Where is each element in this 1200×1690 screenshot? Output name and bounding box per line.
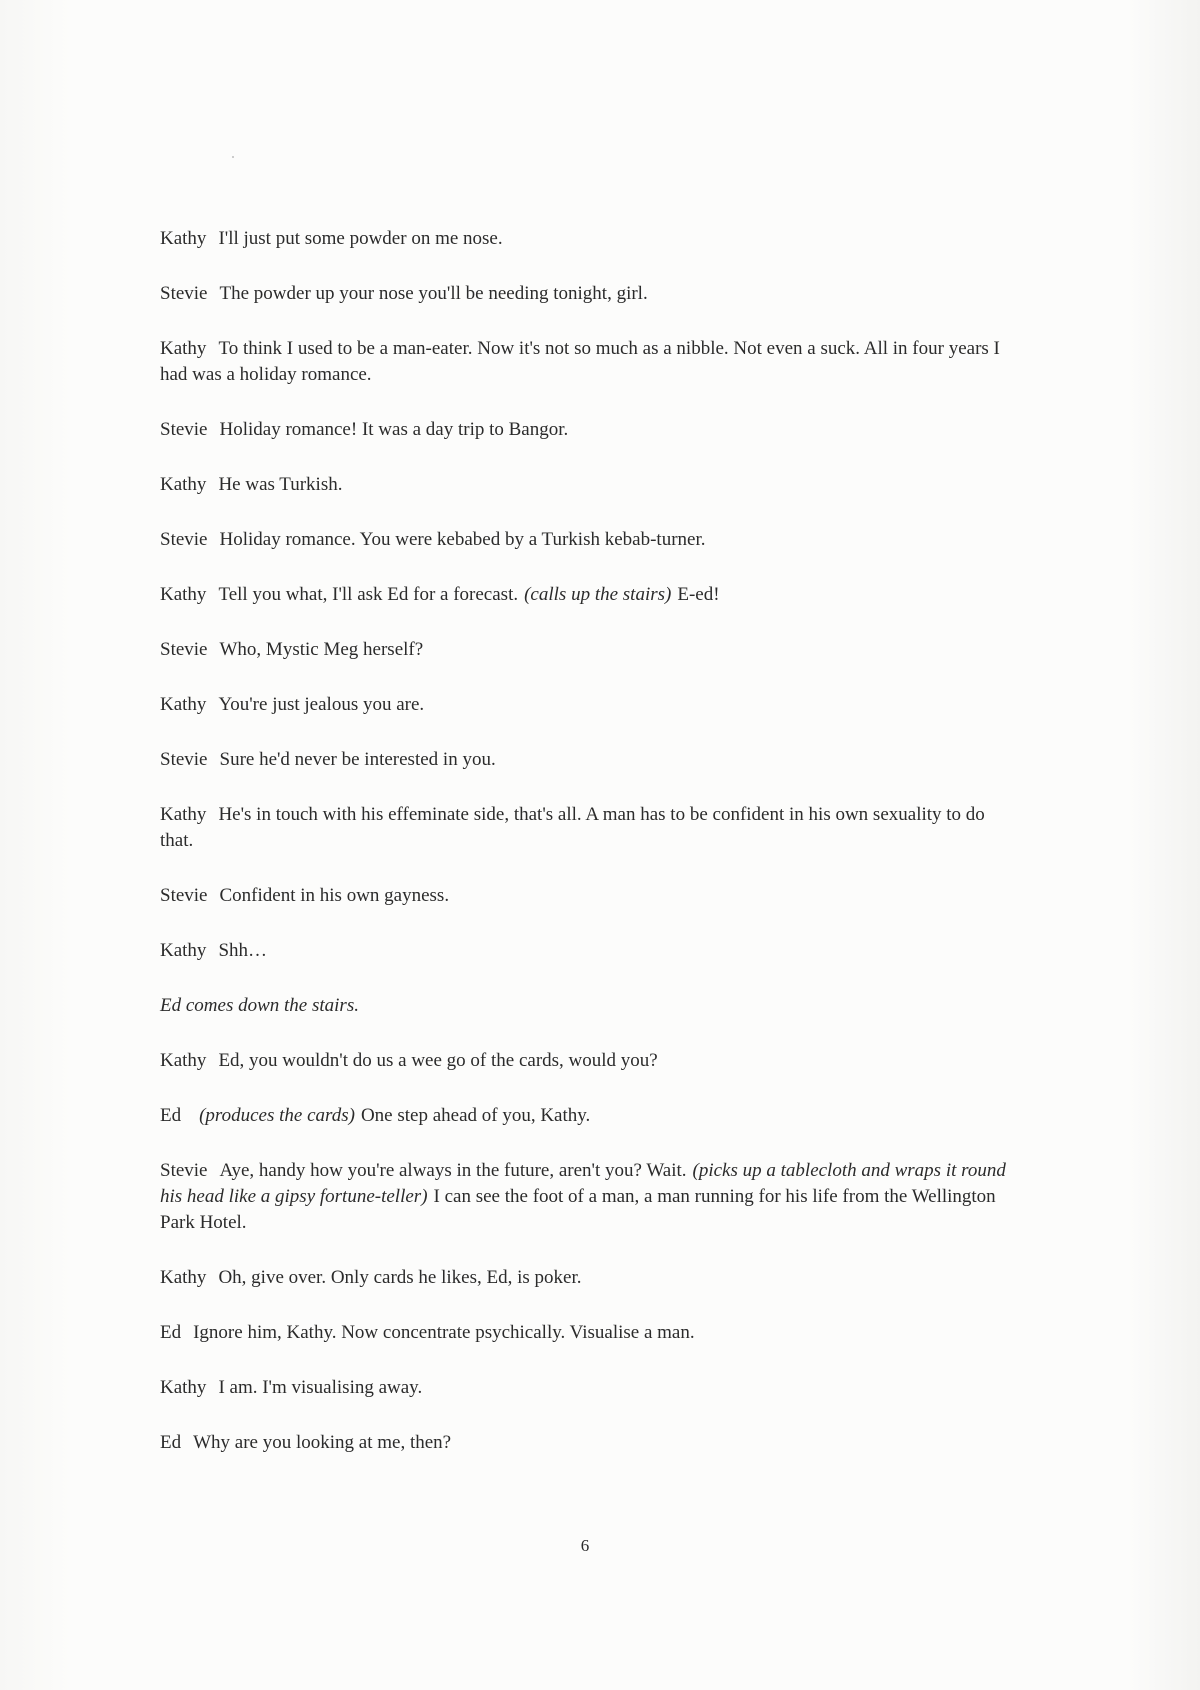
stage-direction: (produces the cards) (199, 1105, 355, 1126)
dialogue-text: Confident in his own gayness. (219, 885, 450, 906)
dialogue-line (160, 883, 1020, 909)
dialogue-text: Shh… (218, 940, 268, 961)
stage-direction: (picks up a tablecloth and wraps it round his head like a gipsy fortune-teller) (160, 1160, 1006, 1207)
dialogue-text: Holiday romance! It was a day trip to Bangor. (219, 419, 569, 440)
dialogue-text: He was Turkish. (218, 474, 343, 495)
scan-speck (232, 156, 234, 158)
dialogue-text: He's in touch with his effeminate side, that's all. A man has to be confident in his own sexuality to do that. (160, 804, 985, 851)
speaker-name: Kathy (160, 1377, 207, 1398)
dialogue-line (160, 1103, 1020, 1129)
dialogue-line (160, 802, 1020, 854)
dialogue-line (160, 417, 1020, 443)
dialogue-text: To think I used to be a man-eater. Now it's not so much as a nibble. Not even a suck. All in four years I had was a holiday romance. (160, 338, 1000, 385)
dialogue-text: Ignore him, Kathy. Now concentrate psychically. Visualise a man. (193, 1322, 695, 1343)
speaker-name: Stevie (160, 749, 208, 770)
dialogue-text: Oh, give over. Only cards he likes, Ed, is poker. (218, 1267, 582, 1288)
speaker-name: Ed (160, 1322, 182, 1343)
dialogue-text: I'll just put some powder on me nose. (218, 228, 503, 249)
dialogue-line (160, 1320, 1020, 1346)
stage-direction: (calls up the stairs) (524, 584, 672, 605)
dialogue-line (160, 747, 1020, 773)
speaker-name: Stevie (160, 885, 208, 906)
speaker-name: Kathy (160, 1050, 207, 1071)
script-body (160, 226, 1020, 1485)
dialogue-text: You're just jealous you are. (218, 694, 425, 715)
dialogue-line (160, 1375, 1020, 1401)
dialogue-line (160, 1430, 1020, 1456)
dialogue-text-after: E-ed! (677, 584, 720, 605)
speaker-name: Kathy (160, 804, 207, 825)
dialogue-line (160, 582, 1020, 608)
dialogue-text-after: One step ahead of you, Kathy. (360, 1105, 591, 1126)
dialogue-text: Holiday romance. You were kebabed by a Turkish kebab-turner. (219, 529, 706, 550)
dialogue-text: Tell you what, I'll ask Ed for a forecast. (218, 584, 519, 605)
dialogue-line (160, 1265, 1020, 1291)
speaker-name: Kathy (160, 1267, 207, 1288)
speaker-name: Ed (160, 1105, 182, 1126)
speaker-name: Ed (160, 1432, 182, 1453)
dialogue-text: Aye, handy how you're always in the future, aren't you? Wait. (219, 1160, 687, 1181)
speaker-name: Stevie (160, 529, 208, 550)
speaker-name: Stevie (160, 1160, 208, 1181)
speaker-name: Kathy (160, 584, 207, 605)
dialogue-text: Who, Mystic Meg herself? (219, 639, 424, 660)
dialogue-line (160, 281, 1020, 307)
dialogue-text: Why are you looking at me, then? (193, 1432, 452, 1453)
dialogue-line (160, 336, 1020, 388)
dialogue-line (160, 692, 1020, 718)
dialogue-text: The powder up your nose you'll be needing tonight, girl. (219, 283, 648, 304)
page-number: 6 (580, 1536, 590, 1555)
speaker-name: Stevie (160, 283, 208, 304)
speaker-name: Stevie (160, 419, 208, 440)
dialogue-line (160, 637, 1020, 663)
dialogue-text-after: I can see the foot of a man, a man running for his life from the Wellington Park Hotel. (160, 1186, 996, 1233)
speaker-name: Kathy (160, 338, 207, 359)
speaker-name: Kathy (160, 940, 207, 961)
dialogue-line (160, 938, 1020, 964)
stage-direction-line: Ed comes down the stairs. (160, 995, 359, 1016)
speaker-name: Kathy (160, 474, 207, 495)
speaker-name: Kathy (160, 228, 207, 249)
dialogue-text: Ed, you wouldn't do us a wee go of the cards, would you? (218, 1050, 658, 1071)
dialogue-line (160, 226, 1020, 252)
speaker-name: Kathy (160, 694, 207, 715)
dialogue-line (160, 527, 1020, 553)
dialogue-line (160, 1158, 1020, 1236)
dialogue-line (160, 472, 1020, 498)
dialogue-text: Sure he'd never be interested in you. (219, 749, 496, 770)
dialogue-line (160, 1048, 1020, 1074)
dialogue-text: I am. I'm visualising away. (218, 1377, 423, 1398)
speaker-name: Stevie (160, 639, 208, 660)
